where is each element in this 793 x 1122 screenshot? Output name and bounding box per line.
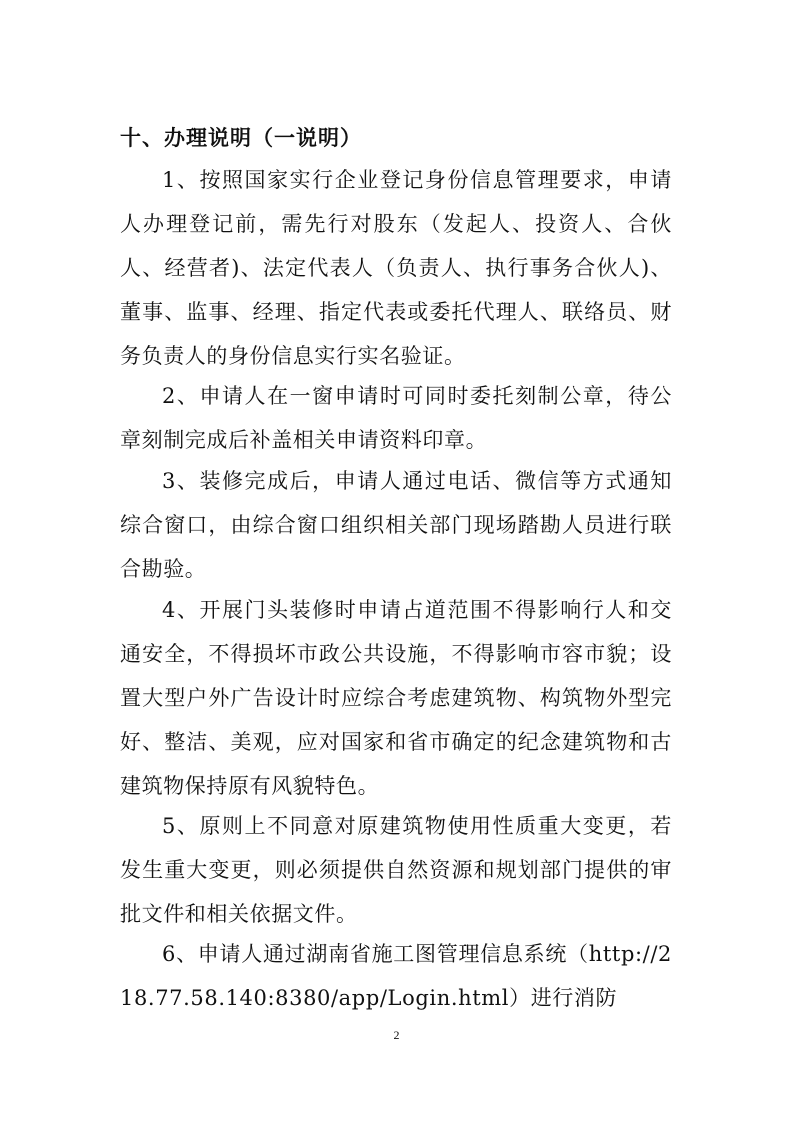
- paragraph-1: 1、按照国家实行企业登记身份信息管理要求，申请人办理登记前，需先行对股东（发起人、投资人、合伙人、经营者)、法定代表人（负责人、执行事务合伙人)、董事、监事、经理、指定代表或委托代理人、联络员、财务负责人的身份信息实行实名验证。: [120, 168, 672, 368]
- paragraph-6: 6、申请人通过湖南省施工图管理信息系统（http://218.77.58.140:8380/app/Login.html）进行消防: [120, 942, 672, 1010]
- page-number: 2: [393, 1028, 400, 1042]
- paragraph-4: 4、开展门头装修时申请占道范围不得影响行人和交通安全，不得损坏市政公共设施，不得影响市容市貌；设置大型户外广告设计时应综合考虑建筑物、构筑物外型完好、整洁、美观，应对国家和省市确定的纪念建筑物和古建筑物保持原有风貌特色。: [120, 598, 672, 798]
- paragraph-5: 5、原则上不同意对原建筑物使用性质重大变更，若发生重大变更，则必须提供自然资源和规划部门提供的审批文件和相关依据文件。: [120, 814, 672, 926]
- section-heading: 十、办理说明（一说明）: [120, 126, 362, 150]
- paragraph-2: 2、申请人在一窗申请时可同时委托刻制公章，待公章刻制完成后补盖相关申请资料印章。: [120, 384, 672, 452]
- paragraph-3: 3、装修完成后，申请人通过电话、微信等方式通知综合窗口，由综合窗口组织相关部门现场踏勘人员进行联合勘验。: [120, 469, 672, 581]
